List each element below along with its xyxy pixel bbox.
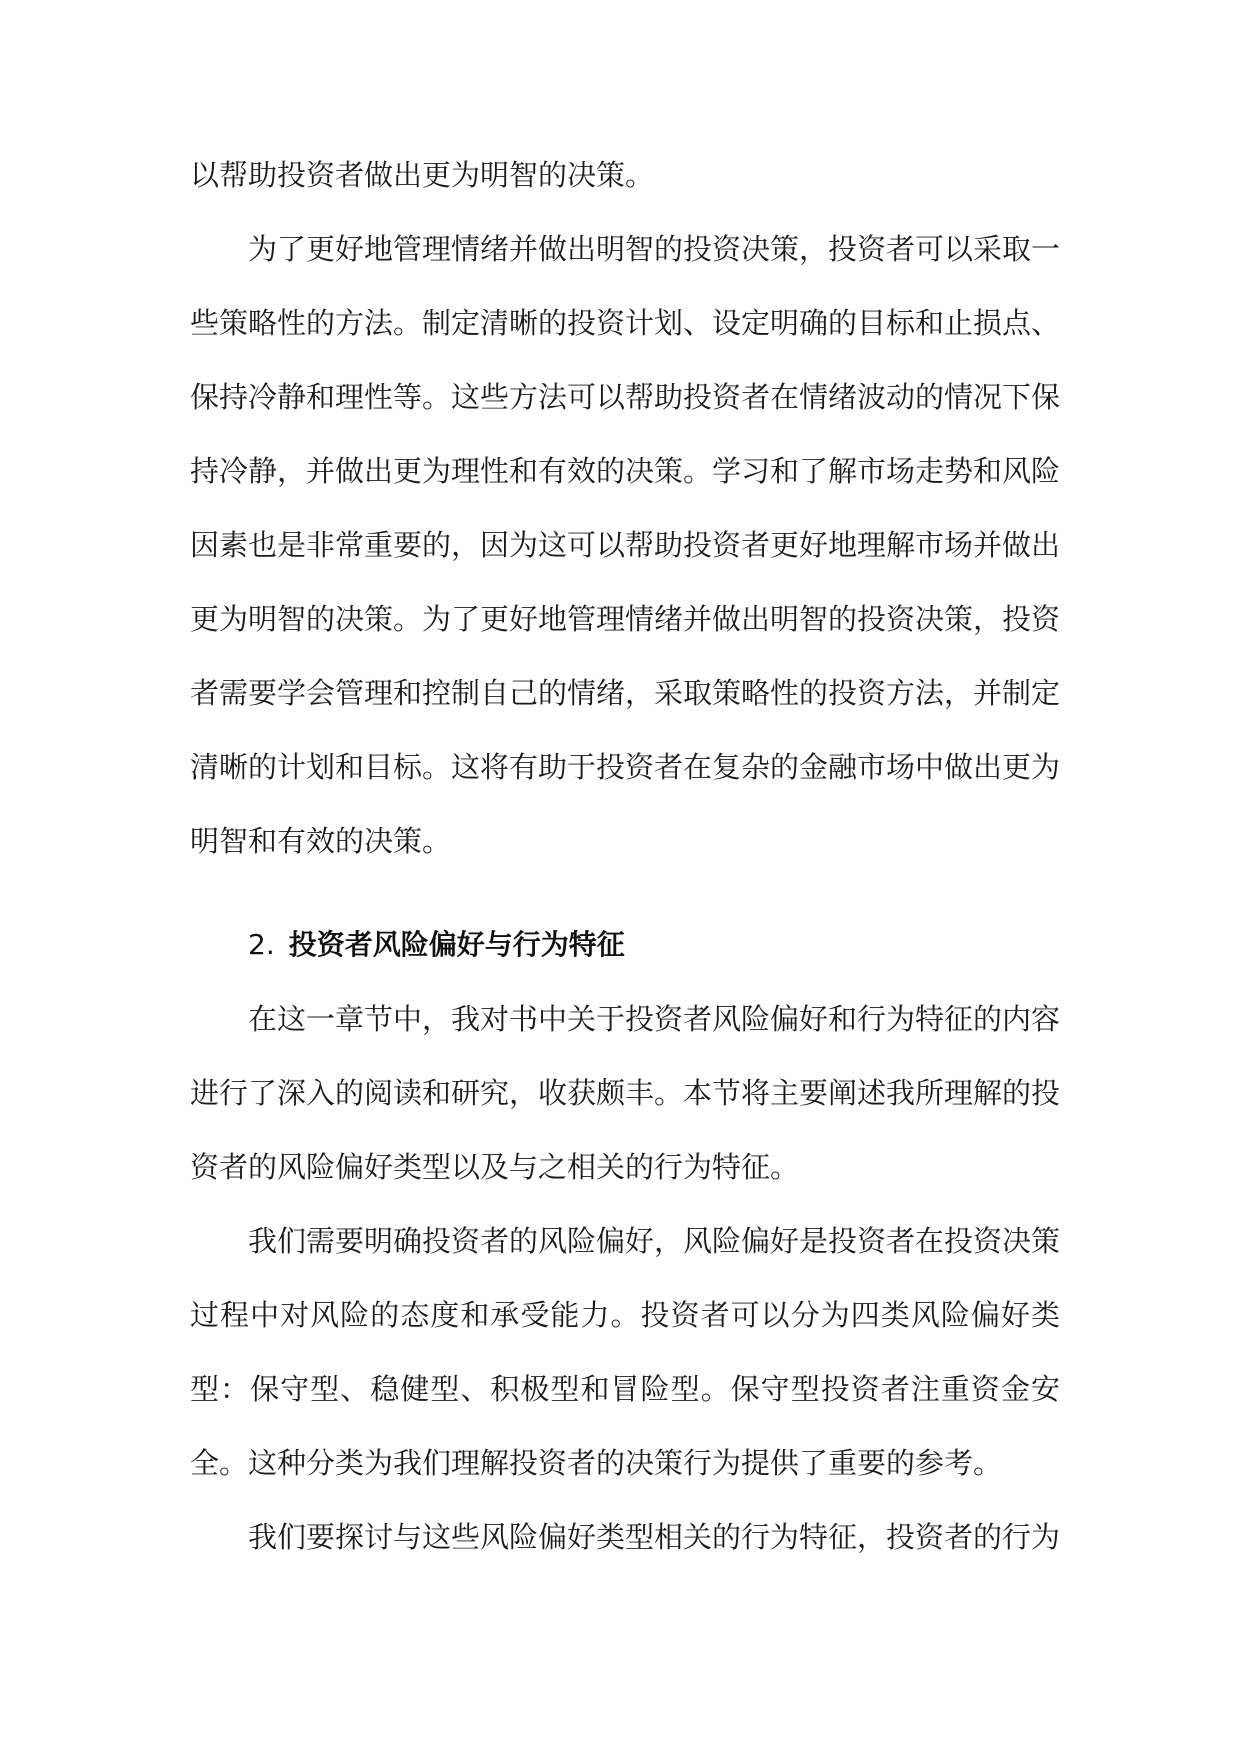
paragraph-risk-preference-types: 我们需要明确投资者的风险偏好，风险偏好是投资者在投资决策过程中对风险的态度和承受能力。投资者可以分为四类风险偏好类型：保守型、稳健型、积极型和冒险型。保守型投资者注重资金安全。这种分类为我们理解投资者的决策行为提供了重要的参考。	[190, 1224, 1061, 1480]
document-body	[190, 138, 1060, 1574]
paragraph-chapter-intro: 在这一章节中，我对书中关于投资者风险偏好和行为特征的内容进行了深入的阅读和研究，收获颇丰。本节将主要阐述我所理解的投资者的风险偏好类型以及与之相关的行为特征。	[190, 1002, 1061, 1184]
paragraph-continuation: 以帮助投资者做出更为明智的决策。	[190, 158, 655, 192]
section-number: 2.	[248, 928, 275, 961]
section-title: 投资者风险偏好与行为特征	[288, 928, 625, 961]
section-heading	[190, 908, 1060, 982]
paragraph-emotion-management: 为了更好地管理情绪并做出明智的投资决策，投资者可以采取一些策略性的方法。制定清晰的投资计划、设定明确的目标和止损点、保持冷静和理性等。这些方法可以帮助投资者在情绪波动的情况下保持冷静，并做出更为理性和有效的决策。学习和了解市场走势和风险因素也是非常重要的，因为这可以帮助投资者更好地理解市场并做出更为明智的决策。为了更好地管理情绪并做出明智的投资决策，投资者需要学会管理和控制自己的情绪，采取策略性的投资方法，并制定清晰的计划和目标。这将有助于投资者在复杂的金融市场中做出更为明智和有效的决策。	[190, 232, 1061, 858]
paragraph-behavior-features: 我们要探讨与这些风险偏好类型相关的行为特征，投资者的行为	[248, 1520, 1061, 1554]
